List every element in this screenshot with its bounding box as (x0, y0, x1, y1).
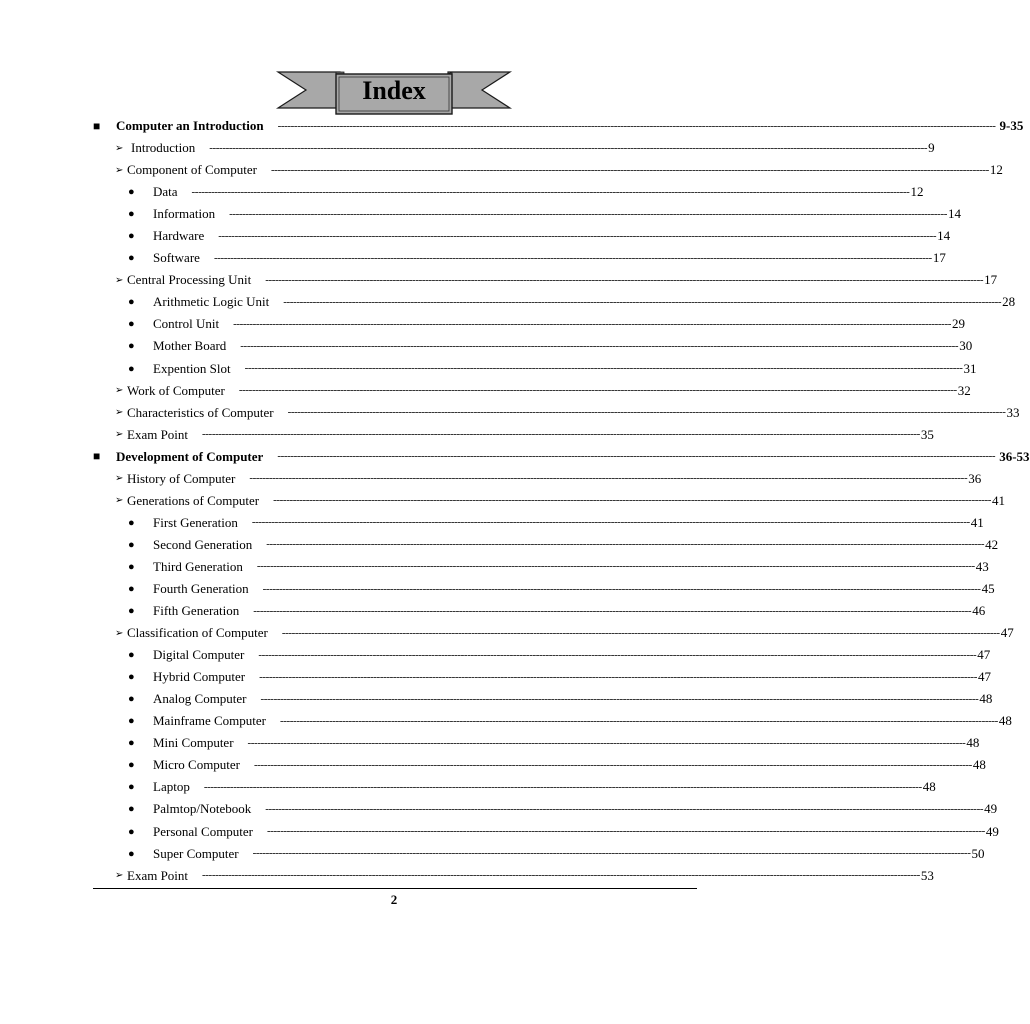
entry-label: Fourth Generation (153, 581, 249, 596)
dot-leader: ---------------------------------------------------------------------------------------------------------------------------------------------------------------------------------------------------------------------------- (202, 428, 920, 441)
entry-page-number: 47 (1000, 625, 1014, 641)
entry-page-number: 48 (922, 779, 936, 795)
entry-label: Exam Point (127, 867, 189, 883)
entry-page-number: 45 (981, 581, 995, 596)
item-entry[interactable] (93, 732, 980, 754)
dot-bullet-icon: ● (128, 671, 135, 684)
dot-bullet-icon: ● (128, 649, 135, 662)
item-entry[interactable] (93, 600, 986, 622)
entry-label: Work of Computer (127, 382, 225, 398)
entry-label: First Generation (153, 514, 238, 530)
entry-label: Exam Point (127, 426, 189, 442)
entry-page-number: 36-53 (999, 448, 1030, 464)
entry-page-number: 36 (968, 470, 982, 486)
dot-leader: ---------------------------------------------------------------------------------------------------------------------------------------------------------------------------------------------------------------------------- (233, 317, 951, 330)
index-list (93, 115, 1030, 887)
dot-leader: ---------------------------------------------------------------------------------------------------------------------------------------------------------------------------------------------------------------------------- (202, 869, 920, 882)
item-entry[interactable] (93, 313, 965, 335)
item-entry[interactable] (93, 335, 973, 357)
dot-leader: ---------------------------------------------------------------------------------------------------------------------------------------------------------------------------------------------------------------------------- (244, 362, 963, 375)
dot-bullet-icon: ● (128, 693, 135, 706)
arrow-bullet-icon: ➢ (115, 142, 124, 154)
entry-page-number: 47 (977, 669, 991, 685)
entry-page-number: 47 (977, 647, 991, 663)
entry-page-number: 43 (975, 558, 989, 574)
entry-label: Mainframe Computer (153, 713, 266, 729)
entry-label: Component of Computer (127, 162, 257, 178)
entry-label: Fifth Generation (153, 603, 240, 619)
item-entry[interactable] (93, 776, 936, 798)
dot-leader: ---------------------------------------------------------------------------------------------------------------------------------------------------------------------------------------------------------------------------- (277, 119, 996, 132)
entry-page-number: 48 (966, 735, 980, 751)
entry-page-number: 50 (971, 845, 985, 861)
arrow-bullet-icon: ➢ (115, 870, 124, 882)
dot-leader: ---------------------------------------------------------------------------------------------------------------------------------------------------------------------------------------------------------------------------- (252, 847, 971, 860)
entry-page-number: 12 (989, 162, 1003, 178)
entry-page-number: 35 (920, 426, 934, 442)
dot-leader: ---------------------------------------------------------------------------------------------------------------------------------------------------------------------------------------------------------------------------- (262, 582, 981, 595)
entry-page-number: 32 (957, 382, 971, 398)
dot-leader: ---------------------------------------------------------------------------------------------------------------------------------------------------------------------------------------------------------------------------- (191, 185, 910, 198)
entry-label: Analog Computer (153, 691, 247, 707)
entry-page-number: 17 (984, 272, 998, 288)
arrow-bullet-icon: ➢ (115, 385, 124, 397)
item-entry[interactable] (93, 798, 998, 820)
entry-label: Software (153, 250, 200, 266)
dot-bullet-icon: ● (128, 208, 135, 221)
dot-bullet-icon: ● (128, 230, 135, 243)
dot-leader: ---------------------------------------------------------------------------------------------------------------------------------------------------------------------------------------------------------------------------- (266, 538, 985, 551)
entry-label: Generations of Computer (127, 492, 260, 508)
dot-bullet-icon: ● (128, 516, 135, 529)
arrow-bullet-icon: ➢ (115, 495, 124, 507)
item-entry[interactable] (93, 534, 999, 556)
item-entry[interactable] (93, 225, 951, 247)
entry-page-number: 12 (910, 184, 924, 200)
dot-bullet-icon: ● (128, 847, 135, 860)
dot-leader: ---------------------------------------------------------------------------------------------------------------------------------------------------------------------------------------------------------------------------- (256, 560, 975, 573)
entry-label: Second Generation (153, 536, 253, 552)
entry-label: Introduction (131, 140, 196, 156)
dot-bullet-icon: ● (128, 318, 135, 331)
item-entry[interactable] (93, 247, 946, 269)
entry-page-number: 28 (1002, 294, 1016, 310)
entry-label: Personal Computer (153, 823, 254, 839)
dot-bullet-icon: ● (128, 825, 135, 838)
dot-leader: ---------------------------------------------------------------------------------------------------------------------------------------------------------------------------------------------------------------------------- (258, 648, 977, 661)
item-entry[interactable] (93, 358, 977, 380)
arrow-bullet-icon: ➢ (115, 274, 124, 286)
dot-leader: ---------------------------------------------------------------------------------------------------------------------------------------------------------------------------------------------------------------------------- (260, 692, 979, 705)
dot-bullet-icon: ● (128, 737, 135, 750)
entry-page-number: 14 (937, 228, 951, 244)
dot-bullet-icon: ● (128, 186, 135, 199)
entry-page-number: 17 (932, 250, 946, 266)
entry-label: Hardware (153, 228, 205, 244)
page-number: 2 (390, 892, 398, 907)
dot-bullet-icon: ● (128, 296, 135, 309)
square-bullet-icon: ■ (93, 118, 101, 133)
footer-rule (93, 888, 697, 889)
item-entry[interactable] (93, 821, 999, 843)
entry-label: History of Computer (127, 470, 236, 486)
dot-bullet-icon: ● (128, 759, 135, 772)
entry-label: Digital Computer (153, 647, 245, 663)
dot-leader: ---------------------------------------------------------------------------------------------------------------------------------------------------------------------------------------------------------------------------- (273, 494, 992, 507)
dot-leader: ---------------------------------------------------------------------------------------------------------------------------------------------------------------------------------------------------------------------------- (259, 670, 977, 683)
entry-page-number: 29 (951, 316, 965, 332)
square-bullet-icon: ■ (93, 449, 101, 464)
arrow-bullet-icon: ➢ (115, 429, 124, 441)
entry-page-number: 31 (963, 360, 977, 376)
entry-label: Development of Computer (116, 448, 264, 464)
dot-leader: ---------------------------------------------------------------------------------------------------------------------------------------------------------------------------------------------------------------------------- (209, 141, 928, 154)
entry-page-number: 9 (928, 140, 935, 156)
chapter-entry[interactable] (93, 115, 1024, 137)
entry-label: Mini Computer (153, 735, 234, 751)
dot-leader: ---------------------------------------------------------------------------------------------------------------------------------------------------------------------------------------------------------------------------- (267, 825, 985, 838)
page-title: Index (362, 76, 426, 105)
item-entry[interactable] (93, 578, 995, 600)
item-entry[interactable] (93, 754, 986, 776)
entry-page-number: 14 (947, 206, 961, 222)
dot-leader: ---------------------------------------------------------------------------------------------------------------------------------------------------------------------------------------------------------------------------- (240, 339, 959, 352)
section-entry[interactable] (93, 490, 1006, 512)
dot-leader: ---------------------------------------------------------------------------------------------------------------------------------------------------------------------------------------------------------------------------- (287, 406, 1006, 419)
item-entry[interactable] (93, 203, 961, 225)
dot-bullet-icon: ● (128, 715, 135, 728)
entry-page-number: 49 (984, 801, 998, 817)
dot-bullet-icon: ● (128, 560, 135, 573)
entry-label: Data (153, 184, 178, 200)
chapter-entry[interactable] (93, 446, 1030, 468)
dot-leader: ---------------------------------------------------------------------------------------------------------------------------------------------------------------------------------------------------------------------------- (265, 802, 984, 815)
dot-bullet-icon: ● (128, 252, 135, 265)
entry-page-number: 33 (1006, 404, 1020, 420)
item-entry[interactable] (93, 181, 924, 203)
entry-label: Computer an Introduction (116, 118, 264, 134)
dot-leader: ---------------------------------------------------------------------------------------------------------------------------------------------------------------------------------------------------------------------------- (247, 736, 966, 749)
dot-bullet-icon: ● (128, 340, 135, 353)
entry-page-number: 49 (985, 823, 999, 839)
section-entry[interactable] (93, 269, 998, 291)
item-entry[interactable] (93, 644, 991, 666)
section-entry[interactable] (93, 137, 935, 159)
dot-leader: ---------------------------------------------------------------------------------------------------------------------------------------------------------------------------------------------------------------------------- (249, 472, 968, 485)
section-entry[interactable] (93, 402, 1020, 424)
arrow-bullet-icon: ➢ (115, 473, 124, 485)
dot-bullet-icon: ● (128, 781, 135, 794)
dot-leader: ---------------------------------------------------------------------------------------------------------------------------------------------------------------------------------------------------------------------------- (229, 207, 947, 220)
dot-bullet-icon: ● (128, 538, 135, 551)
entry-label: Characteristics of Computer (127, 404, 274, 420)
entry-label: Expention Slot (153, 360, 231, 376)
arrow-bullet-icon: ➢ (115, 627, 124, 639)
dot-bullet-icon: ● (128, 362, 135, 375)
item-entry[interactable] (93, 291, 1016, 313)
item-entry[interactable] (93, 710, 1012, 732)
section-entry[interactable] (93, 424, 934, 446)
entry-page-number: 30 (959, 338, 973, 354)
dot-leader: ---------------------------------------------------------------------------------------------------------------------------------------------------------------------------------------------------------------------------- (218, 229, 937, 242)
item-entry[interactable] (93, 843, 985, 865)
entry-page-number: 46 (972, 603, 986, 619)
item-entry[interactable] (93, 512, 984, 534)
dot-bullet-icon: ● (128, 583, 135, 595)
entry-label: Classification of Computer (127, 625, 268, 641)
dot-leader: ---------------------------------------------------------------------------------------------------------------------------------------------------------------------------------------------------------------------------- (251, 516, 970, 529)
dot-leader: ---------------------------------------------------------------------------------------------------------------------------------------------------------------------------------------------------------------------------- (253, 604, 972, 617)
dot-leader: ---------------------------------------------------------------------------------------------------------------------------------------------------------------------------------------------------------------------------- (213, 251, 932, 264)
entry-label: Central Processing Unit (127, 272, 252, 288)
item-entry[interactable] (93, 556, 989, 578)
section-entry[interactable] (93, 865, 934, 887)
dot-leader: ---------------------------------------------------------------------------------------------------------------------------------------------------------------------------------------------------------------------------- (254, 758, 972, 771)
entry-label: Palmtop/Notebook (153, 801, 252, 817)
item-entry[interactable] (93, 666, 991, 688)
entry-page-number: 42 (985, 536, 999, 552)
dot-leader: ---------------------------------------------------------------------------------------------------------------------------------------------------------------------------------------------------------------------------- (265, 273, 984, 286)
entry-label: Hybrid Computer (153, 669, 246, 685)
section-entry[interactable] (93, 622, 1014, 644)
entry-page-number: 48 (998, 713, 1012, 729)
entry-label: Micro Computer (153, 757, 241, 773)
entry-page-number: 53 (920, 867, 934, 883)
entry-page-number: 41 (992, 492, 1006, 508)
section-entry[interactable] (93, 468, 982, 490)
entry-label: Information (153, 206, 216, 222)
entry-label: Laptop (153, 779, 190, 795)
entry-page-number: 48 (972, 757, 986, 773)
entry-label: Third Generation (153, 558, 243, 574)
entry-page-number: 48 (979, 691, 993, 707)
dot-bullet-icon: ● (128, 605, 135, 618)
section-entry[interactable] (93, 159, 1003, 181)
dot-leader: ---------------------------------------------------------------------------------------------------------------------------------------------------------------------------------------------------------------------------- (283, 295, 1002, 308)
dot-leader: ---------------------------------------------------------------------------------------------------------------------------------------------------------------------------------------------------------------------------- (280, 714, 998, 727)
dot-leader: ---------------------------------------------------------------------------------------------------------------------------------------------------------------------------------------------------------------------------- (238, 384, 957, 397)
entry-label: Arithmetic Logic Unit (153, 294, 270, 310)
entry-label: Mother Board (153, 338, 227, 354)
arrow-bullet-icon: ➢ (115, 407, 124, 419)
dot-leader: ---------------------------------------------------------------------------------------------------------------------------------------------------------------------------------------------------------------------------- (277, 450, 996, 463)
arrow-bullet-icon: ➢ (115, 164, 124, 176)
dot-leader: ---------------------------------------------------------------------------------------------------------------------------------------------------------------------------------------------------------------------------- (271, 163, 989, 176)
dot-leader: ---------------------------------------------------------------------------------------------------------------------------------------------------------------------------------------------------------------------------- (203, 780, 922, 793)
entry-page-number: 41 (970, 514, 984, 530)
dot-bullet-icon: ● (128, 803, 135, 816)
entry-label: Super Computer (153, 845, 239, 861)
entry-page-number: 9-35 (999, 118, 1024, 134)
dot-leader: ---------------------------------------------------------------------------------------------------------------------------------------------------------------------------------------------------------------------------- (281, 626, 1000, 639)
section-entry[interactable] (93, 380, 971, 402)
entry-label: Control Unit (153, 316, 220, 332)
index-banner (274, 68, 514, 116)
item-entry[interactable] (93, 688, 993, 710)
